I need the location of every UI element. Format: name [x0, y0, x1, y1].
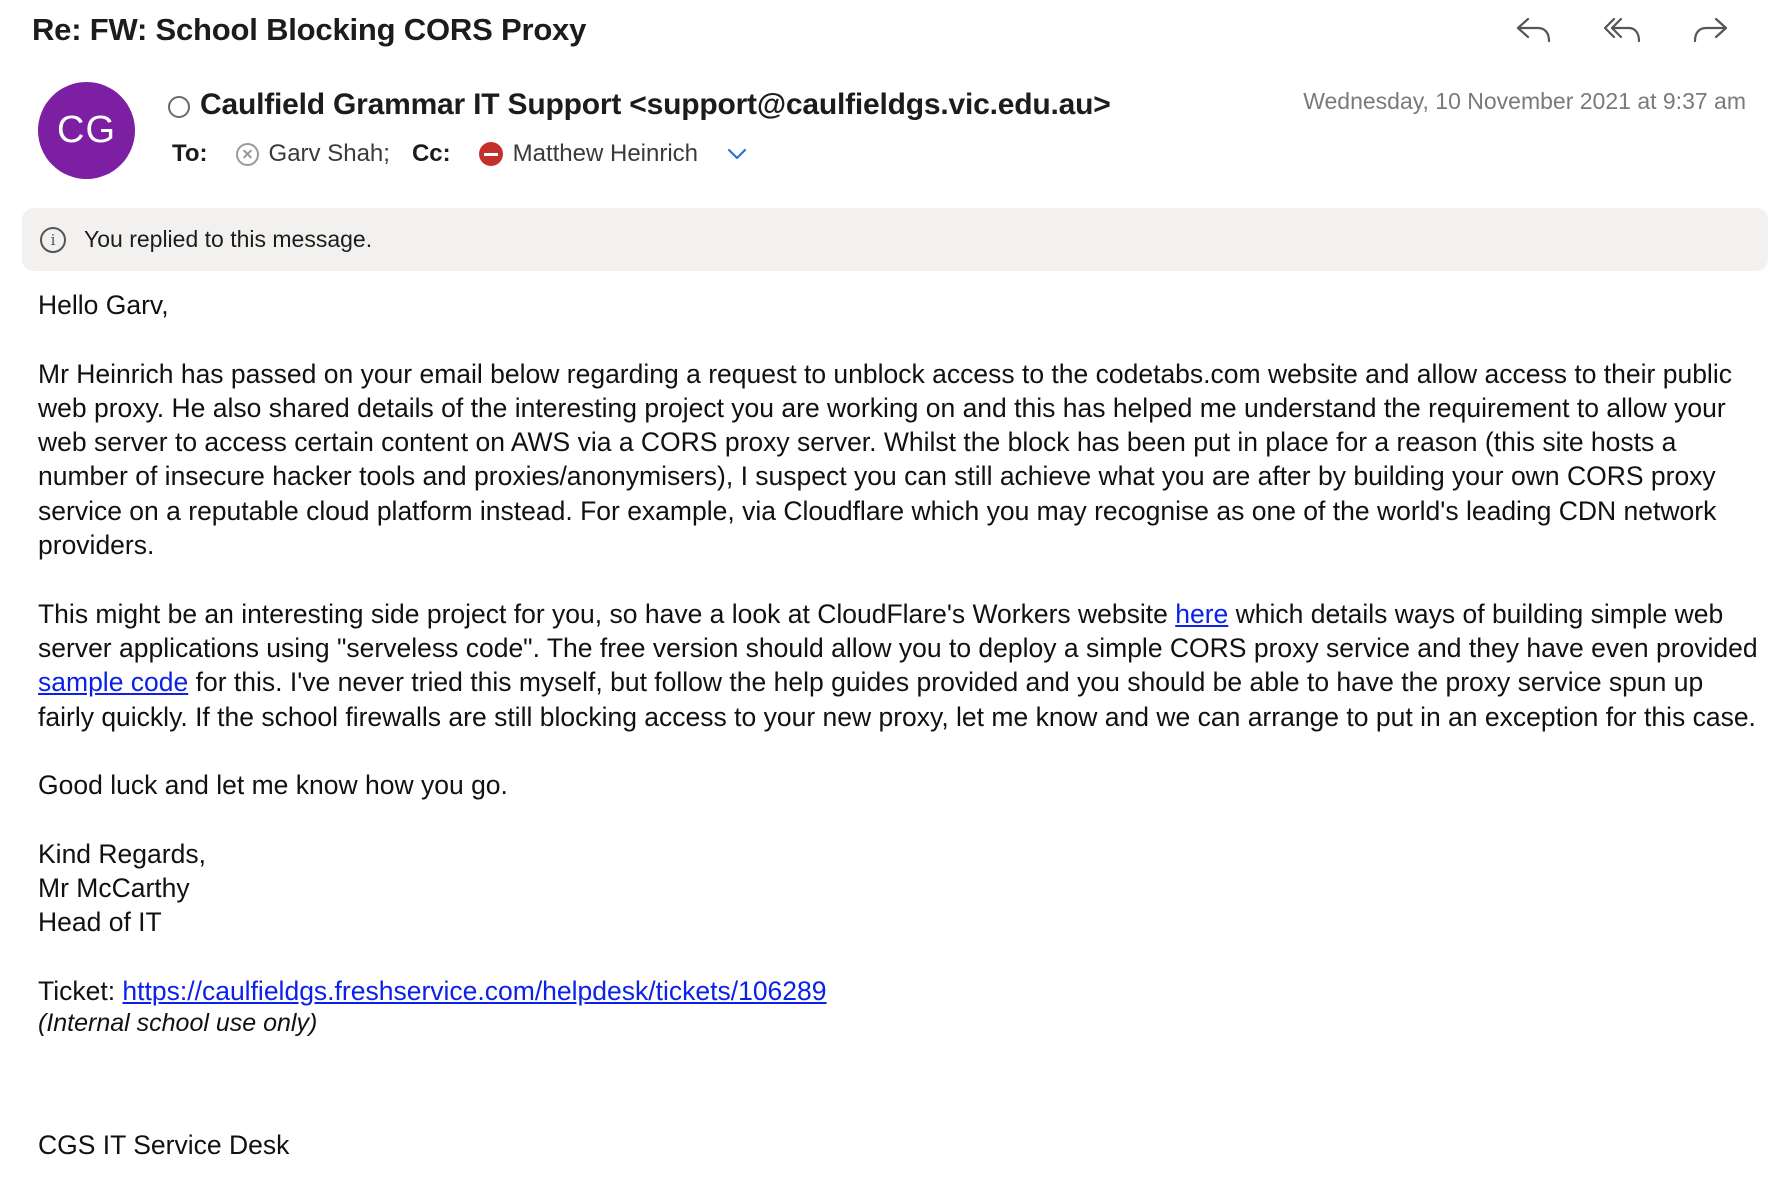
to-label: To:: [172, 140, 208, 167]
avatar-initials: CG: [57, 109, 116, 151]
ticket-link[interactable]: https://caulfieldgs.freshservice.com/helpdesk/tickets/106289: [122, 975, 827, 1006]
blocked-recipient-icon[interactable]: [479, 142, 503, 166]
reply-button[interactable]: [1512, 10, 1556, 50]
reply-all-button[interactable]: [1600, 10, 1644, 50]
cc-label: Cc:: [411, 140, 451, 167]
sender-name[interactable]: Caulfield Grammar IT Support <support@caulfieldgs.vic.edu.au>: [200, 88, 1111, 121]
to-recipient[interactable]: Garv Shah;: [268, 140, 390, 167]
chevron-down-icon[interactable]: [726, 147, 748, 161]
signature-line-2: Mr McCarthy: [38, 873, 190, 904]
message-actions: [1512, 10, 1732, 50]
forward-button[interactable]: [1688, 10, 1732, 50]
body-paragraph-1: Mr Heinrich has passed on your email below regarding a request to unblock access to the codetabs.com website and allow access to their public web proxy. He also shared details of the interesting project you are working on and this has helped me understand the requirement to allow your web server to access certain content on AWS via a CORS proxy server. Whilst the block has been put in place for a reason (this site hosts a number of insecure hacker tools and proxies/anonymisers), I suspect you can still achieve what you are after by building your own CORS proxy service on a reputable cloud platform instead. For example, via Cloudflare which you may recognise as one of the world's leading CDN network providers.: [38, 358, 1732, 561]
signature-line-1: Kind Regards,: [38, 838, 206, 869]
email-date: Wednesday, 10 November 2021 at 9:37 am: [1303, 88, 1746, 114]
email-body: [38, 288, 1758, 1038]
reply-all-icon: [1602, 13, 1642, 47]
forward-icon: [1690, 13, 1730, 47]
greeting: Hello Garv,: [38, 290, 169, 320]
cc-recipient[interactable]: Matthew Heinrich: [512, 140, 699, 167]
p2-text-3: for this. I've never tried this myself, but follow the help guides provided and you should be able to have the proxy service spun up fairly quickly. If the school firewalls are still blocking access to your new proxy, let me know and we can arrange to put in an exception for this case.: [38, 667, 1756, 732]
banner-text: You replied to this message.: [84, 226, 373, 252]
recipients-row: [172, 140, 748, 168]
info-icon: i: [40, 227, 66, 253]
sample-code-link[interactable]: sample code: [38, 667, 189, 698]
workers-here-link[interactable]: here: [1175, 598, 1229, 629]
sender-avatar: [38, 82, 135, 179]
body-paragraph-3: Good luck and let me know how you go.: [38, 770, 508, 801]
email-subject: Re: FW: School Blocking CORS Proxy: [32, 12, 587, 47]
p2-text-2: which details ways of building simple web server applications using "serveless code". The free version should allow you to deploy a simple CORS proxy service and they have even provided: [38, 598, 1758, 663]
reply-icon: [1514, 13, 1554, 47]
body-paragraph-2: [38, 597, 1758, 734]
ticket-note: (Internal school use only): [38, 1009, 318, 1038]
unread-status-icon[interactable]: [168, 96, 190, 118]
signature: [38, 837, 1758, 940]
service-desk-footer: CGS IT Service Desk: [38, 1130, 290, 1160]
remove-recipient-icon[interactable]: [236, 143, 259, 166]
signature-line-3: Head of IT: [38, 907, 162, 938]
ticket-label: Ticket:: [38, 975, 123, 1006]
replied-banner: [22, 208, 1768, 271]
ticket-block: [38, 974, 1758, 1038]
p2-text-1: This might be an interesting side project for you, so have a look at CloudFlare's Workers website: [38, 598, 1176, 629]
sender-row: [168, 88, 1111, 122]
